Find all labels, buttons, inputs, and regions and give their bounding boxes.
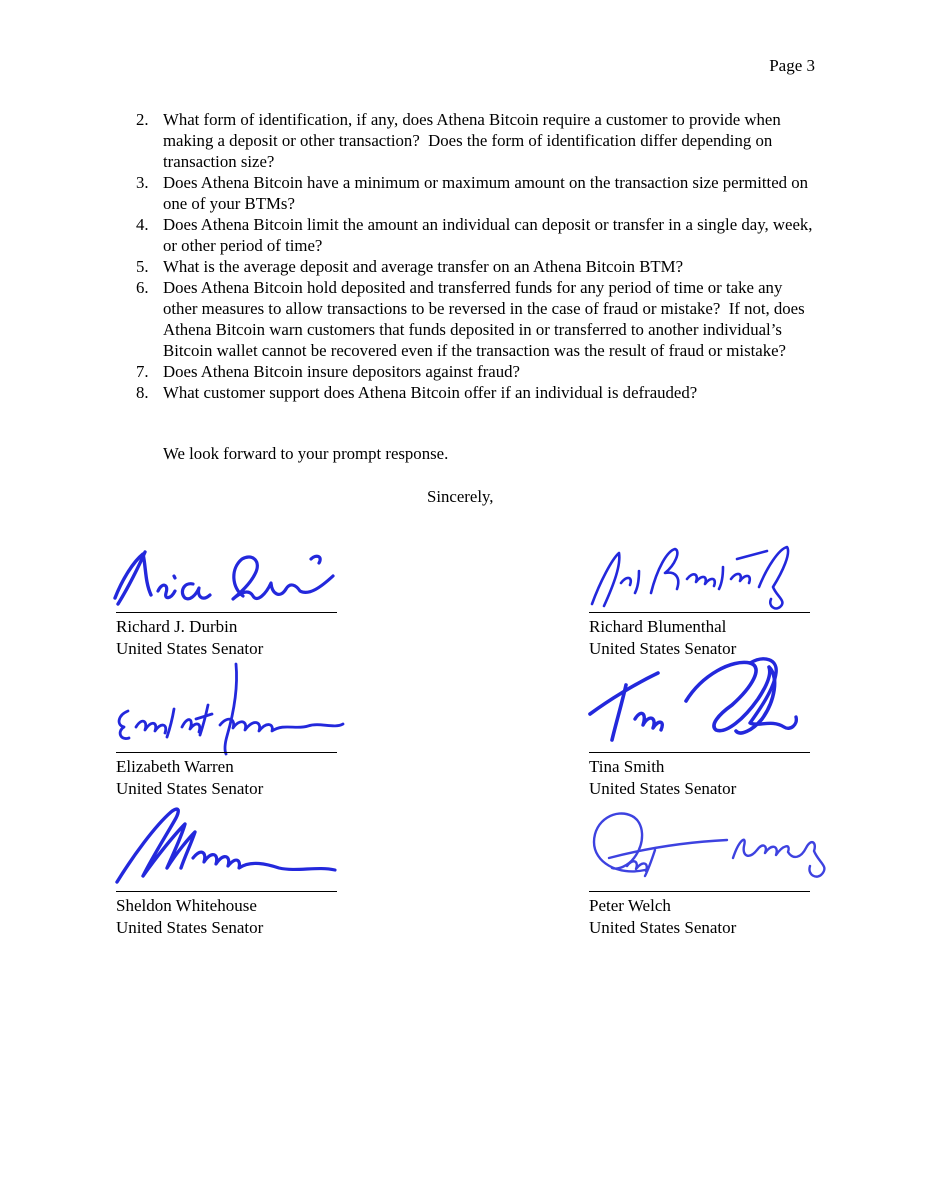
signatory-name: Richard Blumenthal bbox=[589, 617, 727, 636]
page-number: Page 3 bbox=[769, 56, 815, 75]
signatory-title: United States Senator bbox=[589, 779, 737, 798]
question-number: 7. bbox=[136, 362, 149, 381]
question-text: Does Athena Bitcoin limit the amount an individual can deposit or transfer in a single day, week, or other period of time? bbox=[163, 215, 817, 255]
signature-rule bbox=[116, 891, 337, 892]
signatory-title: United States Senator bbox=[116, 779, 264, 798]
signature-durbin-handwriting-image bbox=[112, 512, 352, 612]
valediction: Sincerely, bbox=[427, 487, 494, 506]
signature-block-welch bbox=[589, 831, 811, 946]
signature-welch-handwriting-image bbox=[585, 791, 825, 891]
signatory-title: United States Senator bbox=[116, 639, 264, 658]
question-text: Does Athena Bitcoin insure depositors against fraud? bbox=[163, 362, 520, 381]
signature-smith-handwriting-image bbox=[585, 652, 825, 752]
question-item-4 bbox=[136, 214, 818, 256]
signatory-title: United States Senator bbox=[589, 918, 737, 937]
question-number: 5. bbox=[136, 257, 149, 276]
question-number: 8. bbox=[136, 383, 149, 402]
signature-rule bbox=[589, 752, 810, 753]
question-number: 4. bbox=[136, 215, 149, 234]
question-text: What form of identification, if any, does Athena Bitcoin require a customer to provide when making a deposit or other transaction? Does the form of identification differ depending on transaction size? bbox=[163, 110, 785, 171]
signature-rule bbox=[589, 612, 810, 613]
signature-rule bbox=[116, 612, 337, 613]
question-text: Does Athena Bitcoin have a minimum or maximum amount on the transaction size permitted on one of your BTMs? bbox=[163, 173, 813, 213]
signature-block-smith bbox=[589, 692, 811, 807]
signature-warren-handwriting-image bbox=[112, 652, 352, 752]
question-list bbox=[136, 109, 818, 403]
signature-block-blumenthal bbox=[589, 552, 811, 667]
signature-block-whitehouse bbox=[116, 831, 338, 946]
signature-rule bbox=[116, 752, 337, 753]
question-number: 2. bbox=[136, 110, 149, 129]
question-item-8 bbox=[136, 382, 818, 403]
signature-blumenthal-handwriting-image bbox=[585, 512, 825, 612]
signatory-name: Sheldon Whitehouse bbox=[116, 896, 257, 915]
signature-block-durbin bbox=[116, 552, 338, 667]
question-item-3 bbox=[136, 172, 818, 214]
question-text: Does Athena Bitcoin hold deposited and transferred funds for any period of time or take any other measures to allow transactions to be reversed in the case of fraud or mistake? If not, does Athena Bitcoin warn customers that funds deposited in or transferred to another individual’s Bitcoin wallet cannot be recovered even if the transaction was the result of fraud or mistake? bbox=[163, 278, 808, 360]
signature-whitehouse-handwriting-image bbox=[112, 791, 352, 891]
signatory-title: United States Senator bbox=[116, 918, 264, 937]
signatory-name: Richard J. Durbin bbox=[116, 617, 238, 636]
signature-rule bbox=[589, 891, 810, 892]
question-item-7 bbox=[136, 361, 818, 382]
signature-block-warren bbox=[116, 692, 338, 807]
question-text: What customer support does Athena Bitcoin offer if an individual is defrauded? bbox=[163, 383, 698, 402]
signatory-title: United States Senator bbox=[589, 639, 737, 658]
question-item-6 bbox=[136, 277, 818, 361]
question-number: 3. bbox=[136, 173, 149, 192]
question-text: What is the average deposit and average transfer on an Athena Bitcoin BTM? bbox=[163, 257, 684, 276]
closing-line: We look forward to your prompt response. bbox=[163, 444, 449, 463]
signatory-name: Elizabeth Warren bbox=[116, 757, 234, 776]
signatory-name: Peter Welch bbox=[589, 896, 671, 915]
question-number: 6. bbox=[136, 278, 149, 297]
signatory-name: Tina Smith bbox=[589, 757, 665, 776]
question-item-2 bbox=[136, 109, 818, 172]
question-item-5 bbox=[136, 256, 818, 277]
